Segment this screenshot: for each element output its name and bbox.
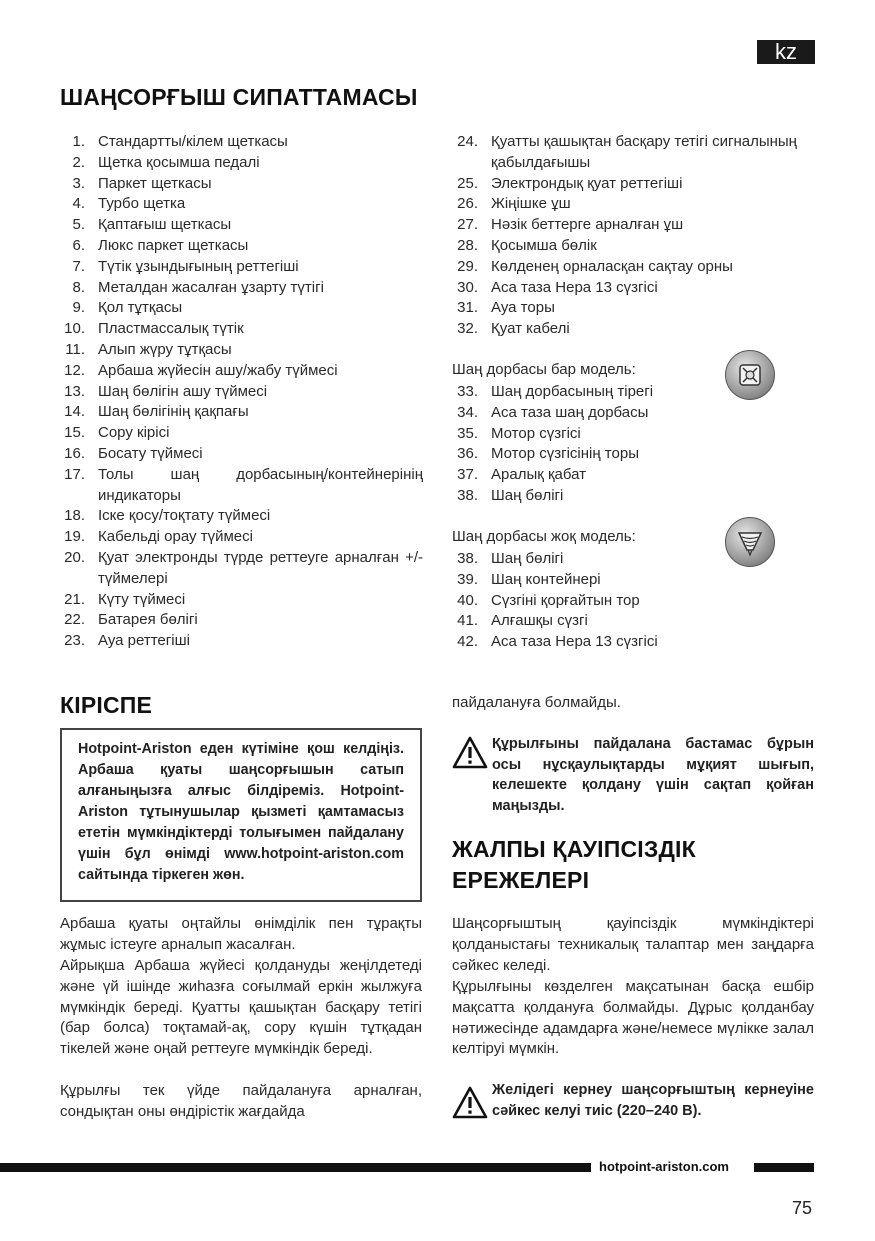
general-safety-heading: ЖАЛПЫ ҚАУІПСІЗДІК ЕРЕЖЕЛЕРІ <box>452 836 696 893</box>
list-item <box>441 465 821 486</box>
intro-paragraph-2: Айрықша Арбаша жүйесі қолдануды жеңілдетеді және үй ішінде жиһазға соғылмай еркін жылжуға мүмкіндік береді. Қуатты қашықтан басқару тетігі (бар болса) тоқтамай-ақ, сору күшін тұтқадан тікелей және оңай реттеуге мүмкіндік береді. <box>60 957 422 1058</box>
list-item <box>48 590 423 611</box>
item-number: 33. <box>457 383 478 400</box>
item-text: Аса таза Hepa 13 сүзгісі <box>491 278 658 296</box>
list-item <box>441 194 821 215</box>
item-text: Электрондық қуат реттегіші <box>491 174 683 192</box>
parts-list-right <box>441 132 821 340</box>
item-text: Мотор сүзгісінің торы <box>491 445 639 463</box>
list-item <box>48 465 423 507</box>
list-item <box>48 382 423 403</box>
item-number: 41. <box>457 612 478 630</box>
item-number: 3. <box>72 174 85 192</box>
item-text: Шаң бөлігі <box>491 550 564 567</box>
list-item <box>441 278 821 299</box>
item-number: 4. <box>72 195 85 213</box>
item-text: Шаң контейнері <box>491 570 601 588</box>
list-item <box>441 403 821 424</box>
item-text: Шаң бөлігінің қақпағы <box>98 403 249 421</box>
intro-heading: КІРІСПЕ <box>60 692 153 718</box>
list-item <box>48 506 423 527</box>
item-text: Нәзік беттерге арналған ұш <box>491 216 684 234</box>
item-text: Көлденең орналасқан сақтау орны <box>491 257 733 275</box>
item-number: 15. <box>64 424 85 442</box>
item-number: 18. <box>64 507 85 525</box>
intro-paragraph-3-continued: пайдалануға болмайды. <box>452 694 621 711</box>
list-item <box>48 361 423 382</box>
bagless-model-list <box>441 549 821 653</box>
list-item <box>48 610 423 631</box>
list-item <box>48 340 423 361</box>
item-text: Алғашқы сүзгі <box>491 612 588 630</box>
item-text: Толы шаң дорбасының/контейнерінің индикаторы <box>98 465 423 504</box>
item-number: 26. <box>457 195 478 213</box>
item-number: 16. <box>64 444 85 462</box>
item-number: 42. <box>457 633 478 651</box>
item-text: Аралық қабат <box>491 466 586 484</box>
item-number: 12. <box>64 361 85 379</box>
list-item <box>48 631 423 652</box>
item-text: Ауа реттегіші <box>98 632 190 650</box>
intro-paragraph-1: Арбаша қуаты оңтайлы өнімділік пен тұрақты жұмыс істеуге арналып жасалған. <box>60 915 422 953</box>
item-number: 9. <box>72 299 85 317</box>
page-title: ШАҢСОРҒЫШ СИПАТТАМАСЫ <box>60 84 418 110</box>
list-item <box>441 382 821 403</box>
item-number: 17. <box>64 465 85 483</box>
list-item <box>441 174 821 195</box>
item-text: Шаң бөлігін ашу түймесі <box>98 382 268 400</box>
list-item <box>441 424 821 445</box>
list-item <box>48 548 423 590</box>
item-text: Люкс паркет щеткасы <box>98 236 249 254</box>
item-text: Батарея бөлігі <box>98 611 198 629</box>
list-item <box>48 194 423 215</box>
item-text: Қосымша бөлік <box>491 236 597 254</box>
list-item <box>48 215 423 236</box>
item-number: 23. <box>64 632 85 650</box>
general-paragraph-2: Құрылғыны көзделген мақсатынан басқа ешбір мақсатта қолдануға болмайды. Дұрыс қолданбау нәтижесінде адамдарға және/немесе мүлікке залал келтіруі мүмкін. <box>452 978 814 1058</box>
item-number: 40. <box>457 591 478 609</box>
warning-icon <box>452 734 492 816</box>
list-item <box>48 527 423 548</box>
item-number: 25. <box>457 174 478 192</box>
item-number: 5. <box>72 216 85 234</box>
list-item <box>441 486 821 507</box>
item-text: Күту түймесі <box>98 590 186 608</box>
item-number: 29. <box>457 257 478 275</box>
item-text: Қол тұтқасы <box>98 299 183 317</box>
list-item <box>441 298 821 319</box>
item-number: 28. <box>457 236 478 254</box>
item-number: 21. <box>64 590 85 608</box>
voltage-warning-text: Желідегі кернеу шаңсорғыштың кернеуіне сәйкес келуі тиіс (220–240 В). <box>492 1082 814 1119</box>
list-item <box>441 632 821 653</box>
warning-read-instructions <box>452 734 814 816</box>
list-item <box>48 132 423 153</box>
item-text: Щетка қосымша педалі <box>98 153 260 171</box>
language-badge: kz <box>757 40 815 64</box>
item-text: Стандартты/кілем щеткасы <box>98 133 288 150</box>
item-text: Металдан жасалған ұзарту түтігі <box>98 278 324 296</box>
list-item <box>441 591 821 612</box>
parts-list-left <box>48 132 423 652</box>
item-number: 11. <box>65 340 85 358</box>
item-number: 14. <box>64 403 85 421</box>
list-item <box>48 153 423 174</box>
item-text: Қуат кабелі <box>491 320 570 338</box>
item-number: 22. <box>64 611 85 629</box>
item-number: 13. <box>64 382 85 400</box>
item-number: 30. <box>457 278 478 296</box>
item-number: 10. <box>64 320 85 338</box>
item-number: 19. <box>64 528 85 546</box>
item-text: Жіңішке ұш <box>491 195 571 213</box>
list-item <box>441 444 821 465</box>
item-text: Паркет щеткасы <box>98 174 212 192</box>
bagless-model-label: Шаң дорбасы жоқ модель: <box>452 528 636 545</box>
item-number: 20. <box>64 548 85 566</box>
item-text: Арбаша жүйесін ашу/жабу түймесі <box>98 361 338 379</box>
item-text: Алып жүру тұтқасы <box>98 340 232 358</box>
item-number: 37. <box>457 466 478 484</box>
footer-bar <box>0 1163 591 1172</box>
list-item <box>441 319 821 340</box>
item-text: Түтік ұзындығының реттегіші <box>98 257 299 275</box>
warning-voltage <box>452 1080 814 1121</box>
welcome-box: Hotpoint-Ariston еден күтіміне қош келдіңіз. Арбаша қуаты шаңсорғышын сатып алғаныңызға алғыс білдіреміз. Hotpoint-Ariston тұтынушылар қызметі қамтамасыз ететін мүмкіндіктерді толығымен пайдалану үшін бұл өнімді www.hotpoint-ariston.com сайтында тіркеген жөн. <box>60 728 422 902</box>
item-text: Аса таза шаң дорбасы <box>491 403 649 421</box>
list-item <box>48 423 423 444</box>
item-text: Қуат электронды түрде реттеуге арналған +/- түймелері <box>98 548 423 587</box>
bag-model-label: Шаң дорбасы бар модель: <box>452 361 636 378</box>
item-text: Іске қосу/тоқтату түймесі <box>98 507 271 525</box>
list-item <box>441 549 821 570</box>
list-item <box>48 278 423 299</box>
footer-url: hotpoint-ariston.com <box>599 1159 729 1174</box>
item-number: 34. <box>457 403 478 421</box>
list-item <box>441 257 821 278</box>
item-number: 27. <box>457 216 478 234</box>
list-item <box>48 444 423 465</box>
page-number: 75 <box>792 1198 813 1218</box>
list-item <box>441 611 821 632</box>
list-item <box>48 174 423 195</box>
item-text: Турбо щетка <box>98 195 186 213</box>
item-text: Қуатты қашықтан басқару тетігі сигналының қабылдағышы <box>491 133 797 171</box>
list-item <box>441 236 821 257</box>
item-number: 39. <box>457 570 478 588</box>
item-text: Қаптағыш щеткасы <box>98 216 232 234</box>
item-text: Ауа торы <box>491 299 555 317</box>
item-number: 32. <box>457 320 478 338</box>
footer-bar-end <box>754 1163 814 1172</box>
list-item <box>48 402 423 423</box>
warning-icon <box>452 1080 492 1121</box>
list-item <box>441 132 821 174</box>
item-number: 36. <box>457 445 478 463</box>
item-number: 38. <box>457 550 478 567</box>
item-text: Кабельді орау түймесі <box>98 528 253 546</box>
item-text: Сүзгіні қорғайтын тор <box>491 591 640 609</box>
item-text: Аса таза Hepa 13 сүзгісі <box>491 633 658 651</box>
item-number: 38. <box>457 486 478 504</box>
item-text: Сору кірісі <box>98 424 170 442</box>
list-item <box>48 236 423 257</box>
item-text: Шаң дорбасының тірегі <box>491 383 654 400</box>
item-number: 7. <box>72 257 85 275</box>
general-paragraph-1: Шаңсорғыштың қауіпсіздік мүмкіндіктері қолданыстағы техникалық талаптар мен заңдарға сәйкес келеді. <box>452 915 814 974</box>
item-number: 24. <box>457 133 478 150</box>
item-number: 6. <box>72 236 85 254</box>
item-text: Босату түймесі <box>98 444 203 462</box>
item-number: 1. <box>72 133 85 150</box>
item-text: Мотор сүзгісі <box>491 424 581 442</box>
item-text: Пластмассалық түтік <box>98 320 244 338</box>
list-item <box>441 570 821 591</box>
item-number: 2. <box>72 153 85 171</box>
intro-paragraph-3: Құрылғы тек үйде пайдалануға арналған, сондықтан оны өндірістік жағдайда <box>60 1082 422 1120</box>
warning-text: Құрылғыны пайдалана бастамас бұрын осы нұсқаулықтарды мұқият шығып, келешекте қолдану үшін сақтап қойған маңызды. <box>492 736 814 814</box>
list-item <box>441 215 821 236</box>
list-item <box>48 257 423 278</box>
item-text: Шаң бөлігі <box>491 486 564 504</box>
list-item <box>48 319 423 340</box>
item-number: 31. <box>457 299 478 317</box>
item-number: 35. <box>457 424 478 442</box>
list-item <box>48 298 423 319</box>
item-number: 8. <box>72 278 85 296</box>
bag-model-list <box>441 382 821 507</box>
